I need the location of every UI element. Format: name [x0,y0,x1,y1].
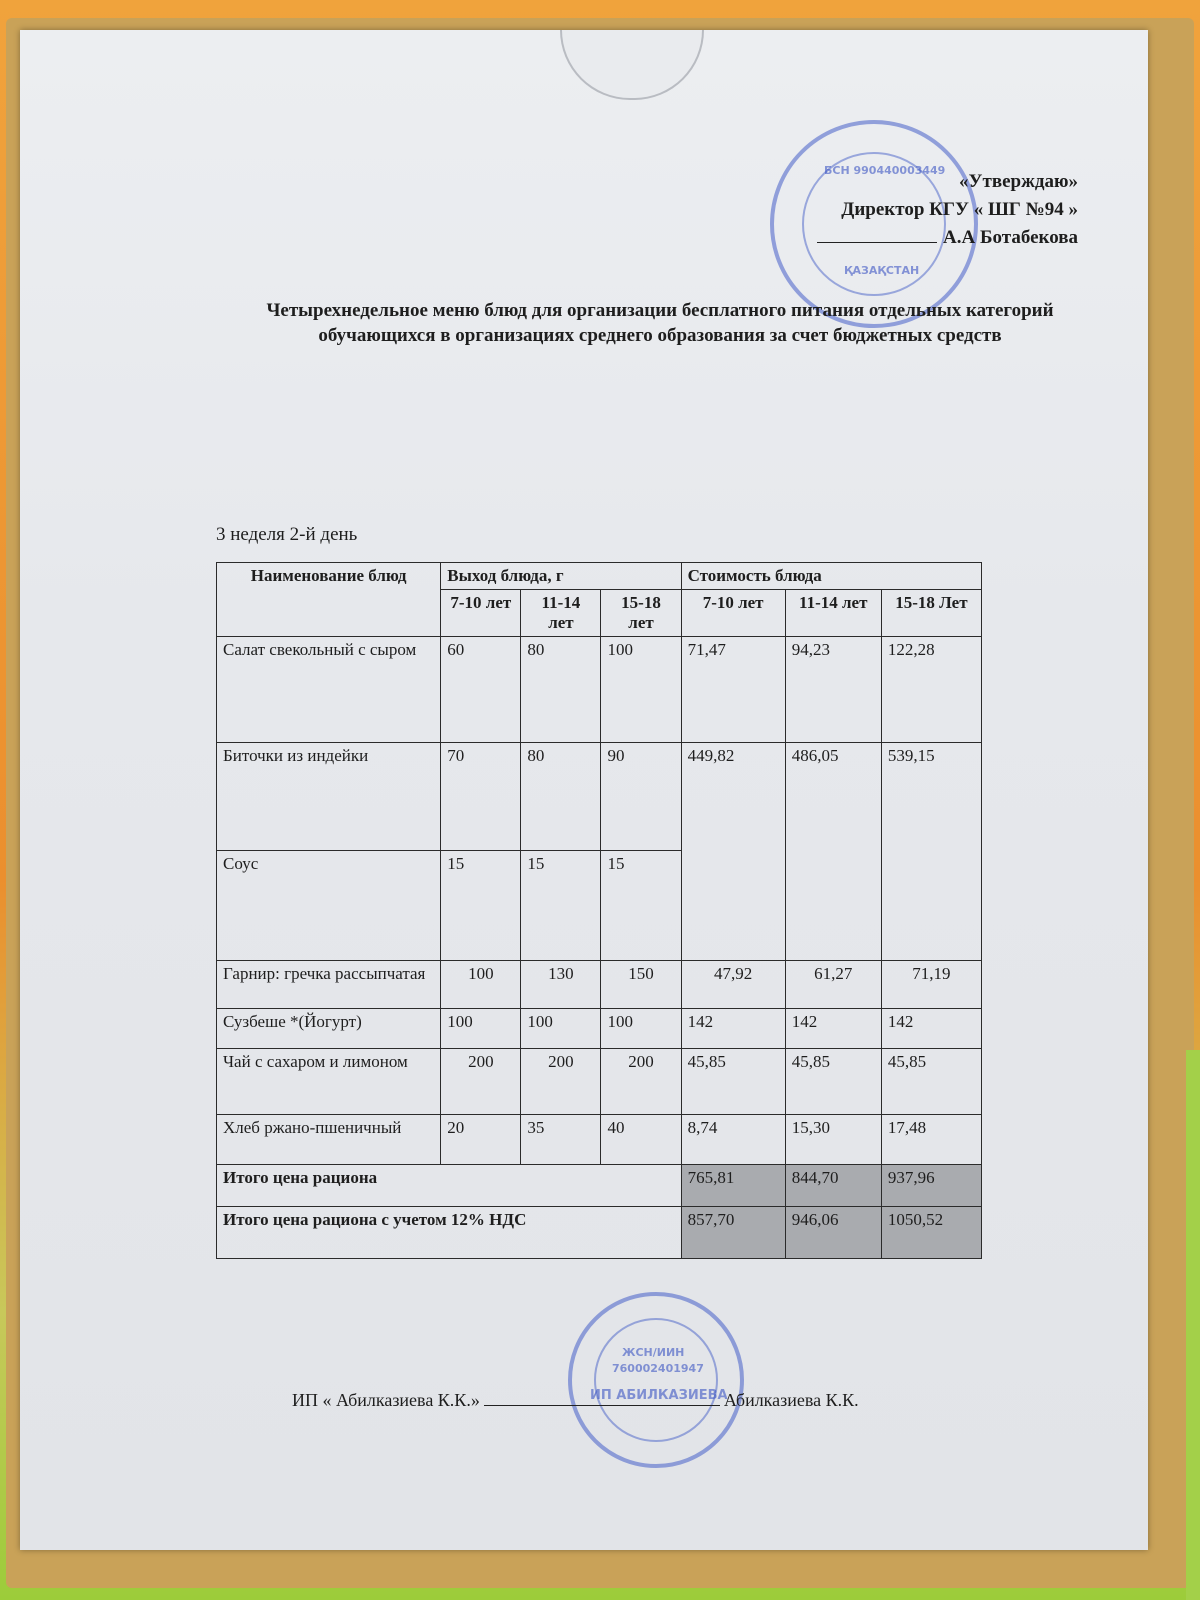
dish-name: Биточки из индейки [217,743,441,851]
cost-cell: 94,23 [785,637,881,743]
output-cell: 150 [601,961,681,1009]
seal-inner-ring [594,1318,718,1442]
week-day-label: 3 неделя 2-й день [216,524,358,545]
output-cell: 100 [441,961,521,1009]
cost-cell: 71,47 [681,637,785,743]
header-age: 11-14 лет [521,590,601,637]
output-cell: 200 [521,1049,601,1115]
output-cell: 100 [521,1009,601,1049]
dish-name: Соус [217,851,441,961]
footer-entrepreneur: ИП « Абилказиева К.К.» [292,1390,480,1410]
output-cell: 100 [601,637,681,743]
cost-cell: 71,19 [881,961,981,1009]
output-cell: 200 [601,1049,681,1115]
total-vat-row [217,1207,982,1259]
total-cost: 765,81 [681,1165,785,1207]
cost-cell: 15,30 [785,1115,881,1165]
output-cell: 35 [521,1115,601,1165]
footer-signer-name: Абилказиева К.К. [723,1390,859,1410]
approval-name: А.А Ботабекова [943,227,1078,248]
table-row [217,961,982,1009]
cost-cell: 8,74 [681,1115,785,1165]
signature-line [484,1405,720,1406]
document-title: Четырехнедельное меню блюд для организации бесплатного питания отдельных категорий обучающихся в организациях среднего образования за счет бюджетных средств [266,300,1054,346]
output-cell: 40 [601,1115,681,1165]
table-row [217,1115,982,1165]
dish-name: Салат свекольный с сыром [217,637,441,743]
approval-signature-line [817,224,1078,252]
dish-name: Сузбеше *(Йогурт) [217,1009,441,1049]
total-cost: 937,96 [881,1165,981,1207]
output-cell: 100 [441,1009,521,1049]
output-cell: 200 [441,1049,521,1115]
header-output: Выход блюда, г [441,563,681,590]
cost-cell: 45,85 [681,1049,785,1115]
cost-cell: 17,48 [881,1115,981,1165]
holder-notch [560,30,704,100]
dish-name: Гарнир: гречка рассыпчатая [217,961,441,1009]
seal-text: ИП АБИЛКАЗИЕВА [590,1388,728,1403]
header-dish-name: Наименование блюд [217,563,441,637]
total-vat-cost: 946,06 [785,1207,881,1259]
seal-text: БСН 990440003449 [824,164,946,177]
approval-position: Директор КГУ « ШГ №94 » [841,199,1078,220]
background-wall [1186,1050,1200,1600]
cost-cell: 539,15 [881,743,981,961]
output-cell: 80 [521,743,601,851]
table-row [217,1009,982,1049]
header-cost-age: 7-10 лет [681,590,785,637]
table-row [217,1049,982,1115]
cost-cell: 47,92 [681,961,785,1009]
cost-cell: 142 [881,1009,981,1049]
menu-table [216,562,982,1259]
table-row [217,637,982,743]
output-cell: 100 [601,1009,681,1049]
output-cell: 15 [601,851,681,961]
header-age: 7-10 лет [441,590,521,637]
total-vat-cost: 1050,52 [881,1207,981,1259]
dish-name: Хлеб ржано-пшеничный [217,1115,441,1165]
cost-cell: 61,27 [785,961,881,1009]
total-vat-cost: 857,70 [681,1207,785,1259]
output-cell: 130 [521,961,601,1009]
output-cell: 80 [521,637,601,743]
table-header-row [217,563,982,590]
cost-cell: 45,85 [881,1049,981,1115]
output-cell: 15 [441,851,521,961]
cost-cell: 449,82 [681,743,785,961]
official-seal-bottom [568,1292,744,1468]
cost-cell: 486,05 [785,743,881,961]
menu-sheet [20,30,1148,1550]
cost-cell: 142 [785,1009,881,1049]
output-cell: 70 [441,743,521,851]
header-cost-age: 11-14 лет [785,590,881,637]
header-age: 15-18 лет [601,590,681,637]
total-cost: 844,70 [785,1165,881,1207]
seal-text: 760002401947 [612,1362,704,1375]
cost-cell: 142 [681,1009,785,1049]
output-cell: 20 [441,1115,521,1165]
table-row [217,743,982,851]
output-cell: 90 [601,743,681,851]
seal-text: ҚАЗАҚСТАН [844,264,920,277]
approval-heading: «Утверждаю» [959,171,1078,192]
header-cost-age: 15-18 Лет [881,590,981,637]
total-label: Итого цена рациона [217,1165,682,1207]
header-cost: Стоимость блюда [681,563,981,590]
seal-text: ЖСН/ИИН [622,1346,685,1359]
dish-name: Чай с сахаром и лимоном [217,1049,441,1115]
signature-footer [292,1390,859,1411]
total-vat-label: Итого цена рациона с учетом 12% НДС [217,1207,682,1259]
total-row [217,1165,982,1207]
cost-cell: 122,28 [881,637,981,743]
cost-cell: 45,85 [785,1049,881,1115]
output-cell: 15 [521,851,601,961]
approval-block [817,168,1078,252]
output-cell: 60 [441,637,521,743]
